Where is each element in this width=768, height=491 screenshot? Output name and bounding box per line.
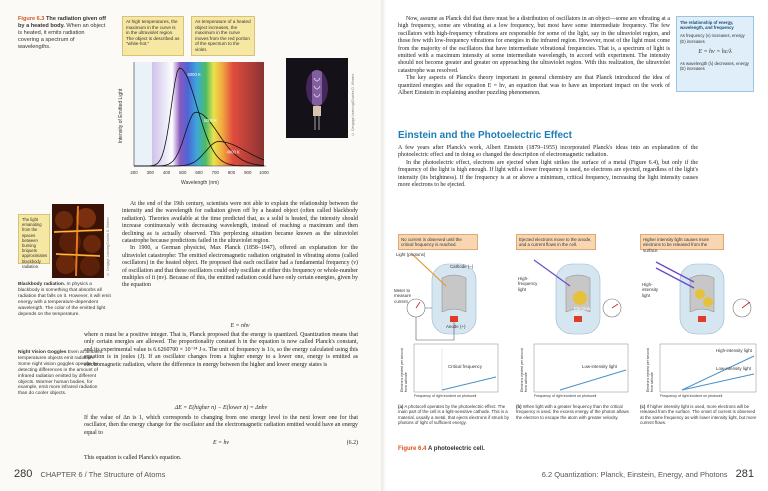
x-tick-label: 200 <box>130 170 138 175</box>
x-axis-a: Frequency of light incident on photocell <box>414 394 477 398</box>
x-tick-label: 300 <box>146 170 154 175</box>
x-axis-c: Frequency of light incident on photocell <box>660 394 723 398</box>
paragraph-energy-change: If the value of Δn is 1, which corresponds to changing from one energy level to the next lower one for that oscillator, then the energy change for the oscillator and the electromagnetic radiation emitted would have an energy equal to <box>84 415 358 436</box>
night-vision-title: Night Vision Goggles <box>18 350 67 355</box>
caption-b <box>516 404 632 420</box>
blackbody-caption-text: In physics a blackbody is something that absorbs all radiation that falls on it. However, it will emit energy with a temperature-dependent wavelength. The color of the emitted light depends on the temperature. <box>18 282 111 317</box>
paragraph-quantization: where n must be a positive integer. That is, Planck proposed that the energy is quantized. Quantization means that only certain energies are allowed. The proportionality constant h in the equation is now called Planck's constant, and its experimental value is 6.6260700 × 10⁻³⁴ J·s. The unit of frequency is 1/s, so the energy calculated using this equation is in joules (J). If an oscillator changes from a higher energy to a lower one, energy is emitted as electromagnetic radiation, where the difference in energy between the higher and lower energy states is <box>84 332 358 368</box>
figure-label: Figure 6.3 <box>18 16 45 22</box>
x-tick-label: 600 <box>195 170 203 175</box>
left-footer <box>14 468 165 480</box>
left-body-upper <box>122 201 358 290</box>
x-tick-label: 900 <box>244 170 252 175</box>
right-body-upper <box>398 16 670 97</box>
energy-relationship-sidebar <box>676 16 754 92</box>
panel-c-note: Higher intensity light causes more electrons to be released from the surface. <box>640 234 724 250</box>
label-low-int-c: Low-intensity light <box>716 366 751 371</box>
blackbody-caption-title: Blackbody radiation. <box>18 282 66 287</box>
lamp-photo <box>286 58 348 138</box>
right-footer <box>542 468 754 480</box>
panel-b <box>512 252 634 402</box>
x-tick-label: 700 <box>211 170 219 175</box>
label-cathode: Cathode (−) <box>450 264 474 269</box>
panel-a <box>392 252 508 402</box>
y-axis-label: Intensity of Emitted Light <box>118 88 124 144</box>
note-high-temp: At high temperatures, the maximum in the curve is in the ultraviolet region. The object is described as "white-hot." <box>122 16 184 56</box>
equation-3-number: (6.2) <box>346 440 358 446</box>
photo-credit-2: © Cengage Learning/Charles D. Winters <box>106 217 110 276</box>
caption-c-text: If higher intensity light is used, more electrons will be released from the surface. The onset of current is observed at the same frequency as with lower intensity light, but more current flows. <box>640 404 757 426</box>
caption-a-label: (a) <box>398 404 404 409</box>
spine-shadow <box>381 0 387 491</box>
series-label: 5000 K <box>203 118 218 124</box>
briquets-illustration <box>52 204 104 278</box>
y-axis-b: Electrons ejected per second from cathode <box>520 348 528 392</box>
caption-a <box>398 404 510 426</box>
paragraph-photoelectric: In the photoelectric effect, electrons are ejected when light strikes the surface of a metal (Figure 6.4), but only if the frequency of the light is high enough. If light with a lower frequency is used, no electrons are ejected, regardless of the light's intensity (its brightness). If the frequency is at or above a minimum, critical frequency, increasing the light intensity causes more electrons to be ejected. <box>398 159 698 189</box>
caption-b-text: When light with a greater frequency than the critical frequency is used, the excess energy of the photon allows the electron to escape the atom with greater velocity. <box>516 404 629 420</box>
night-vision-text: Even at ambient temperatures objects emit radiation. Some night vision goggles operate by detecting differences in the amount of infrared radiation emitted by different objects. Warmer human bodies, for example, emit more infrared radiation than do cooler objects. <box>18 350 103 397</box>
figure-6-4-caption <box>398 446 485 453</box>
left-body-final <box>84 455 358 462</box>
x-tick-label: 400 <box>162 170 171 175</box>
page-number-left: 280 <box>14 468 33 480</box>
left-body-lower <box>84 332 358 369</box>
panel-b-illustration <box>512 252 634 402</box>
left-body-energy <box>84 415 358 437</box>
figure-6-4-label: Figure 6.4 <box>398 446 427 452</box>
label-meter: Meter to measure current <box>394 288 412 304</box>
label-light: Light (photons) <box>396 252 426 257</box>
note-low-temp: As temperature of a heated object increases, the maximum in the curve moves from the red portion of the spectrum to the violet. <box>191 16 255 56</box>
figure-6-3-caption <box>18 16 106 51</box>
x-tick-label: 1000 <box>259 170 269 175</box>
paragraph-planck-equation: This equation is called Planck's equation. <box>84 455 182 461</box>
x-tick-label: 800 <box>227 170 236 175</box>
panel-c <box>638 252 762 402</box>
caption-c <box>640 404 758 426</box>
page-number-right: 281 <box>735 468 754 480</box>
figure-title: The radiation given off by a heated body. <box>18 16 106 29</box>
caption-c-label: (c) <box>640 404 646 409</box>
equation-1 <box>122 323 358 330</box>
section-heading: Einstein and the Photoelectric Effect <box>398 130 572 141</box>
label-critical: Critical frequency <box>448 364 482 369</box>
equation-2-text: ΔE = E(higher n) − E(lower n) = Δnhν <box>174 405 268 411</box>
x-tick-label: 500 <box>179 170 187 175</box>
caption-a-text: A photocell operates by the photoelectric effect. The main part of the cell is a light-sensitive cathode. This is a material, usually a metal, that ejects electrons if struck by photons of light of sufficient energy. <box>398 404 510 426</box>
blackbody-caption <box>18 282 112 317</box>
sidebar-line-2: As wavelength (λ) decreases, energy (E) increases <box>680 61 749 72</box>
x-axis-b: Frequency of light incident on photocell <box>534 394 597 398</box>
sidebar-equation: E = hν = hc/λ <box>698 48 732 55</box>
figure-text: When an object is heated, it emits radiation covering a spectrum of wavelengths. <box>18 23 106 50</box>
paragraph-planck: In 1900, a German physicist, Max Planck (1858–1947), offered an explanation for the ultraviolet catastrophe: The emitted electromagnetic radiation originated in vibrating atoms (called oscillators) in the heated object. He proposed that each oscillator had a fundamental frequency (ν) of oscillation and that these oscillators could only oscillate at either this frequency or whole-number multiples of it (nν). Because of this, the emitted radiation could have only certain energies, given by the equation <box>122 245 358 289</box>
caption-b-label: (b) <box>516 404 522 409</box>
briquets-photo <box>52 204 104 278</box>
equation-3-text: E = hν <box>212 440 230 446</box>
paragraph-distribution: Now, assume as Planck did that there must be a distribution of oscillators in an object—some are vibrating at a high frequency, some are vibrating at a low frequency, but most have some intermediate frequency. The few oscillators with high-frequency vibrations are responsible for some of the light, say in the ultraviolet region, and those few with low-frequency vibrations for energies in the infrared region. However, most of the light must come from the majority of the oscillators that have intermediate vibrational frequencies. That is, a spectrum of light is emitted with a maximum intensity at some intermediate wavelength, in accord with experiment. The intensity should not become greater and greater on approaching the ultraviolet region. With this realization, the ultraviolet catastrophe was resolved. <box>398 16 670 74</box>
label-high-int-c: High-intensity light <box>716 348 752 353</box>
paragraph-key-aspects: The key aspects of Planck's theory important in general chemistry are that Planck introduced the idea of quantized energies and the equation E = hν, an equation that was to have an important impact on the work of Albert Einstein in explaining another puzzling phenomenon. <box>398 75 670 97</box>
x-axis-label: Wavelength (nm) <box>181 180 219 186</box>
section-footer-title: 6.2 Quantization: Planck, Einstein, Energy, and Photons <box>541 470 728 479</box>
equation-1-text: E = nhν <box>230 323 250 329</box>
visible-spectrum-band <box>152 62 264 166</box>
note-briquets: The light emanating from the spaces between burning briquets approximates blackbody radiation. <box>18 214 50 264</box>
label-electron: Electron (e⁻) <box>574 306 591 317</box>
panel-a-note: No current is observed until the critical frequency is reached. <box>398 234 478 250</box>
paragraph-ultraviolet: At the end of the 19th century, scientists were not able to explain the relationship between the intensity and the wavelength for radiation given off by a heated object (often called blackbody radiation). Theories available at the time predicted that, as a solid is heated, the intensity should increase continuously with decreasing wavelength, instead of reaching a maximum and then declining as is actually observed. This perplexing situation became known as the ultraviolet catastrophe because predictions failed in the ultraviolet region. <box>122 201 358 245</box>
series-label: 4000 K <box>226 149 240 155</box>
paragraph-einstein: A few years after Planck's work, Albert Einstein (1879–1955) incorporated Planck's ideas into an explanation of the photoelectric effect and in doing so changed the description of electromagnetic radiation. <box>398 145 698 159</box>
label-high-int: High-intensity light <box>642 282 659 298</box>
y-axis-a: Electrons ejected per second from cathode <box>400 348 408 392</box>
panel-c-illustration <box>638 252 762 402</box>
photo-credit: © Cengage Learning/Charles D. Winters <box>351 73 355 136</box>
right-body-lower <box>398 145 698 189</box>
label-high-freq: High-frequency light <box>518 276 538 292</box>
chapter-title: CHAPTER 6 / The Structure of Atoms <box>40 470 166 479</box>
lamp-illustration <box>286 58 348 138</box>
series-label: 6000 K <box>187 72 201 77</box>
equation-2 <box>84 405 358 412</box>
label-low-int-b: Low-intensity light <box>582 364 617 369</box>
panel-b-note: Ejected electrons move to the anode, and a current flows in the cell. <box>516 234 596 250</box>
blackbody-chart <box>112 58 282 188</box>
figure-6-4-title: A photoelectric cell. <box>428 446 485 452</box>
y-axis-c: Electrons ejected per second from cathode <box>646 348 654 392</box>
sidebar-title: The relationship of energy, wavelength, and frequency <box>680 20 734 31</box>
sidebar-line-1: As frequency (ν) increases, energy (E) increases <box>680 33 745 44</box>
label-anode: Anode (+) <box>446 324 466 329</box>
right-page <box>384 0 768 491</box>
